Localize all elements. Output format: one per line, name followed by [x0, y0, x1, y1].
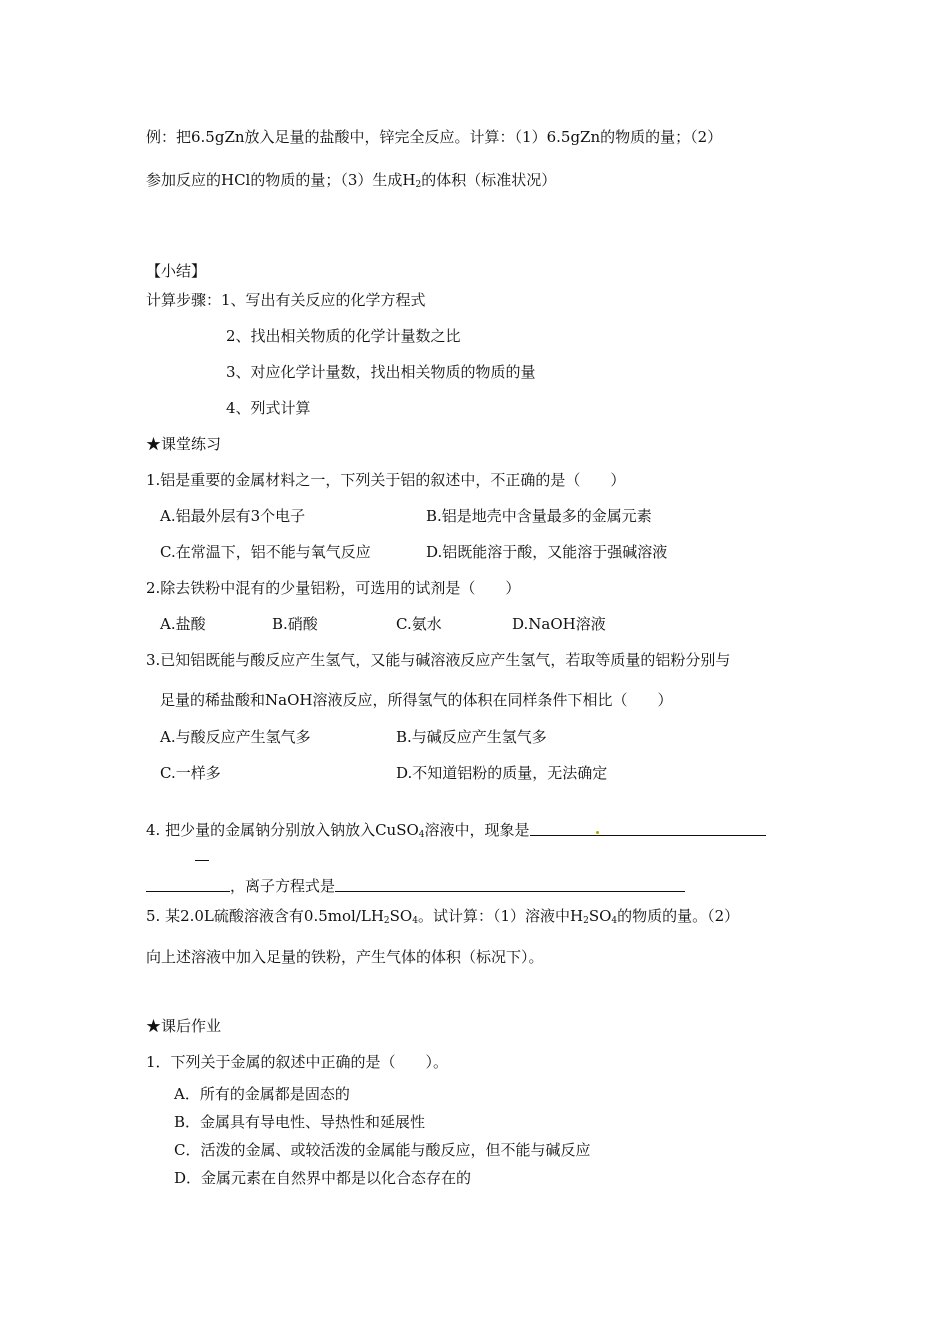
practice-q2-stem: 2.除去铁粉中混有的少量铝粉，可选用的试剂是（ ）: [146, 579, 521, 597]
example-line-1: 例：把6.5gZn放入足量的盐酸中，锌完全反应。计算：（1）6.5gZn的物质的量；（2）: [146, 128, 723, 146]
practice-q2-option-a: A.盐酸: [160, 615, 206, 633]
practice-q3-stem-2: 足量的稀盐酸和NaOH溶液反应，所得氢气的体积在同样条件下相比（ ）: [160, 691, 673, 709]
practice-q4-blank-lead: [146, 877, 230, 892]
practice-q4-phenomenon-blank: [530, 821, 766, 836]
homework-heading: ★课后作业: [146, 1017, 222, 1035]
practice-q4-blank-continuation: [195, 847, 209, 861]
summary-step-2: 2、找出相关物质的化学计量数之比: [226, 327, 461, 345]
practice-q4-stem: 4. 把少量的金属钠分别放入钠放入CuSO$_4$溶液中，现象是: [146, 820, 766, 840]
practice-q3-option-b: B.与碱反应产生氢气多: [396, 728, 547, 746]
practice-q1-stem: 1.铝是重要的金属材料之一，下列关于铝的叙述中，不正确的是（ ）: [146, 471, 626, 489]
summary-steps-label: 计算步骤：1、写出有关反应的化学方程式: [146, 291, 426, 309]
example-line-2: 参加反应的HCl的物质的量；（3）生成$H_2$的体积（标准状况）: [146, 171, 557, 190]
practice-q3-option-c: C.一样多: [160, 764, 221, 782]
summary-step-4: 4、列式计算: [226, 399, 311, 417]
practice-q3-option-d: D.不知道铝粉的质量，无法确定: [396, 764, 608, 782]
practice-q4-ion-line: ，离子方程式是: [146, 876, 685, 896]
practice-q3-option-a: A.与酸反应产生氢气多: [160, 728, 311, 746]
homework-q1-option-c: C．活泼的金属、或较活泼的金属能与酸反应，但不能与碱反应: [174, 1141, 591, 1159]
homework-q1-option-a: A．所有的金属都是固态的: [174, 1085, 350, 1103]
practice-q1-option-b: B.铝是地壳中含量最多的金属元素: [426, 507, 652, 525]
practice-q2-option-b: B.硝酸: [272, 615, 318, 633]
practice-q5-line-1: 5. 某2.0L硫酸溶液含有$0.5mol/LH_2SO_4$。试计算：（1）溶液中$H_2SO_4$的物质的量。（2）: [146, 907, 740, 926]
homework-q1-stem: 1．下列关于金属的叙述中正确的是（ ）。: [146, 1053, 449, 1071]
practice-q1-option-c: C.在常温下，铝不能与氧气反应: [160, 543, 371, 561]
summary-step-1: 1、写出有关反应的化学方程式: [221, 291, 426, 309]
practice-heading: ★课堂练习: [146, 435, 222, 453]
practice-q2-option-d: D.NaOH溶液: [512, 615, 606, 633]
practice-q2-option-c: C.氨水: [396, 615, 442, 633]
practice-q4-ion-equation-blank: [335, 877, 685, 892]
stray-dot-mark: [596, 831, 599, 834]
practice-q5-line-2: 向上述溶液中加入足量的铁粉，产生气体的体积（标况下）。: [146, 948, 544, 966]
practice-q3-stem-1: 3.已知铝既能与酸反应产生氢气，又能与碱溶液反应产生氢气，若取等质量的铝粉分别与: [146, 651, 731, 669]
summary-heading: 【小结】: [146, 262, 207, 280]
homework-q1-option-d: D．金属元素在自然界中都是以化合态存在的: [174, 1169, 472, 1187]
practice-q1-option-a: A.铝最外层有3个电子: [160, 507, 306, 525]
practice-q1-option-d: D.铝既能溶于酸，又能溶于强碱溶液: [426, 543, 668, 561]
homework-q1-option-b: B．金属具有导电性、导热性和延展性: [174, 1113, 426, 1131]
summary-step-3: 3、对应化学计量数，找出相关物质的物质的量: [226, 363, 536, 381]
